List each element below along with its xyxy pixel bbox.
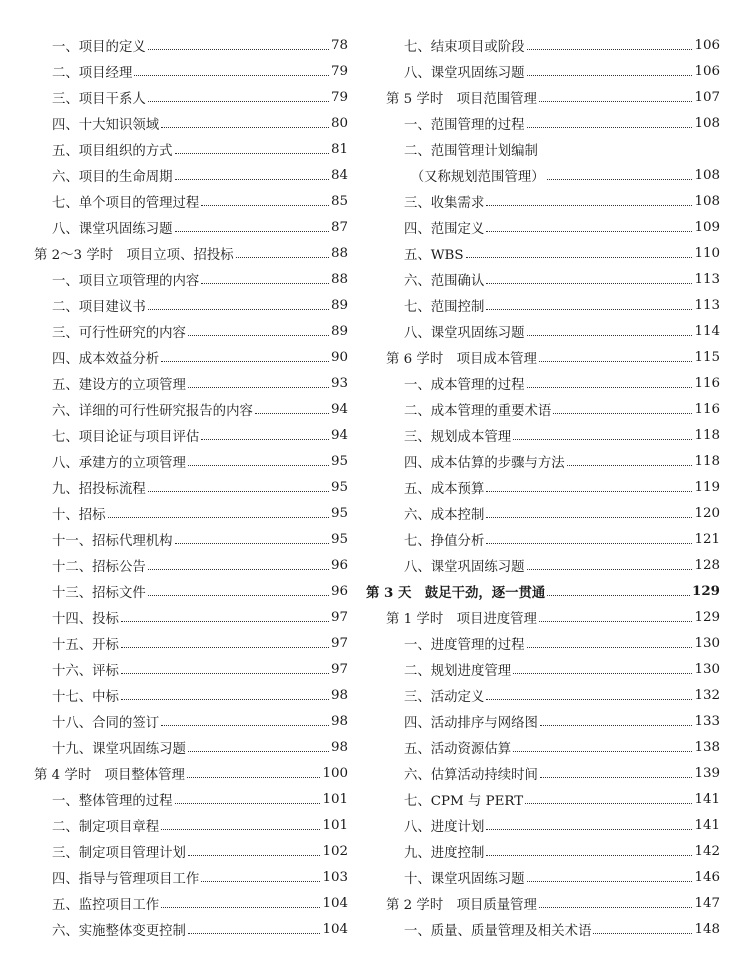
toc-entry-page-number: 89	[330, 323, 348, 339]
toc-entry	[386, 474, 720, 500]
toc-entry	[34, 916, 348, 942]
dot-leader	[121, 673, 329, 674]
toc-entry-page-number: 93	[330, 375, 348, 391]
toc-entry-page-number: 133	[694, 713, 720, 729]
toc-entry-page-number: 110	[694, 245, 720, 261]
toc-entry-page-number: 106	[694, 37, 720, 53]
toc-entry-title: 二、成本管理的重要术语	[404, 403, 552, 419]
dot-leader	[539, 101, 692, 102]
toc-entry-title: 一、项目立项管理的内容	[52, 273, 200, 289]
toc-entry	[386, 162, 720, 188]
toc-entry	[34, 812, 348, 838]
toc-entry-title: （又称规划范围管理）	[404, 169, 545, 185]
toc-entry-page-number: 95	[330, 479, 348, 495]
toc-entry	[34, 474, 348, 500]
toc-entry	[386, 448, 720, 474]
toc-entry	[386, 32, 720, 58]
toc-entry	[386, 838, 720, 864]
toc-entry-page-number: 147	[694, 895, 720, 911]
dot-leader	[527, 49, 693, 50]
toc-entry	[386, 422, 720, 448]
dot-leader	[188, 387, 329, 388]
toc-entry	[386, 812, 720, 838]
toc-entry	[386, 890, 720, 916]
toc-entry-page-number: 103	[322, 869, 348, 885]
toc-entry-title: 三、收集需求	[404, 195, 485, 211]
dot-leader	[486, 283, 692, 284]
dot-leader	[148, 595, 329, 596]
toc-entry-page-number: 108	[694, 115, 720, 131]
toc-entry	[386, 370, 720, 396]
toc-entry-title: 七、项目论证与项目评估	[52, 429, 200, 445]
dot-leader	[134, 75, 329, 76]
toc-entry	[34, 396, 348, 422]
toc-entry	[34, 214, 348, 240]
toc-entry-title: 五、项目组织的方式	[52, 143, 173, 159]
toc-entry-page-number: 139	[694, 765, 720, 781]
toc-entry-title: 十五、开标	[52, 637, 119, 653]
dot-leader	[486, 231, 692, 232]
dot-leader	[527, 569, 693, 570]
toc-entry-title: 第 1 学时 项目进度管理	[386, 611, 537, 627]
toc-entry-page-number: 94	[330, 401, 348, 417]
toc-entry-title: 六、实施整体变更控制	[52, 923, 186, 939]
toc-entry-title: 六、详细的可行性研究报告的内容	[52, 403, 253, 419]
toc-entry	[34, 422, 348, 448]
dot-leader	[486, 543, 692, 544]
toc-entry	[34, 136, 348, 162]
toc-entry-title: 三、可行性研究的内容	[52, 325, 186, 341]
toc-entry	[34, 344, 348, 370]
dot-leader	[486, 309, 692, 310]
toc-entry-title: 第 3 天 鼓足干劲，逐一贯通	[366, 584, 546, 601]
dot-leader	[486, 855, 692, 856]
dot-leader	[255, 413, 329, 414]
dot-leader	[547, 595, 690, 596]
toc-entry-title: 十、招标	[52, 507, 106, 523]
toc-entry	[34, 708, 348, 734]
dot-leader	[188, 751, 329, 752]
toc-entry-title: 九、进度控制	[404, 845, 485, 861]
toc-entry-page-number: 90	[330, 349, 348, 365]
toc-entry	[34, 58, 348, 84]
dot-leader	[175, 153, 329, 154]
toc-entry	[34, 604, 348, 630]
toc-entry-title: 五、建设方的立项管理	[52, 377, 186, 393]
toc-entry	[34, 734, 348, 760]
toc-entry	[386, 214, 720, 240]
toc-entry-title: 八、课堂巩固练习题	[404, 325, 525, 341]
toc-entry	[386, 526, 720, 552]
dot-leader	[525, 803, 692, 804]
toc-entry	[34, 864, 348, 890]
toc-entry-page-number: 96	[330, 557, 348, 573]
toc-entry-page-number: 89	[330, 297, 348, 313]
dot-leader	[513, 751, 692, 752]
toc-entry	[34, 630, 348, 656]
toc-entry-title: 四、活动排序与网络图	[404, 715, 538, 731]
toc-entry-title: 一、进度管理的过程	[404, 637, 525, 653]
toc-entry-page-number: 107	[694, 89, 720, 105]
toc-entry-page-number: 97	[330, 635, 348, 651]
toc-entry-title: 六、估算活动持续时间	[404, 767, 538, 783]
dot-leader	[539, 907, 692, 908]
toc-left-column	[34, 32, 348, 942]
toc-entry-page-number: 129	[692, 583, 720, 599]
toc-entry-page-number: 81	[330, 141, 348, 157]
toc-entry-page-number: 116	[694, 401, 720, 417]
toc-entry-title: 四、范围定义	[404, 221, 485, 237]
toc-entry-page-number: 101	[322, 791, 348, 807]
toc-entry-title: 十、课堂巩固练习题	[404, 871, 525, 887]
dot-leader	[466, 257, 693, 258]
dot-leader	[567, 465, 693, 466]
toc-entry	[386, 864, 720, 890]
dot-leader	[161, 127, 329, 128]
toc-entry-page-number: 94	[330, 427, 348, 443]
dot-leader	[121, 699, 329, 700]
dot-leader	[188, 335, 329, 336]
toc-entry	[34, 162, 348, 188]
toc-entry	[34, 552, 348, 578]
toc-entry-title: 七、结束项目或阶段	[404, 39, 525, 55]
toc-entry-page-number: 118	[694, 453, 720, 469]
toc-entry-title: 十九、课堂巩固练习题	[52, 741, 186, 757]
toc-entry-title: 七、范围控制	[404, 299, 485, 315]
dot-leader	[553, 413, 692, 414]
toc-entry-title: 四、成本效益分析	[52, 351, 160, 367]
toc-entry-title: 一、质量、质量管理及相关术语	[404, 923, 592, 939]
toc-entry-title: 八、承建方的立项管理	[52, 455, 186, 471]
toc-entry	[386, 734, 720, 760]
toc-entry	[386, 552, 720, 578]
toc-entry-title: 一、成本管理的过程	[404, 377, 525, 393]
dot-leader	[175, 803, 321, 804]
toc-entry-page-number: 114	[694, 323, 720, 339]
dot-leader	[148, 49, 329, 50]
toc-entry-page-number: 97	[330, 609, 348, 625]
dot-leader	[121, 621, 329, 622]
toc-entry-title: 二、规划进度管理	[404, 663, 512, 679]
toc-entry-title: 八、课堂巩固练习题	[404, 559, 525, 575]
toc-entry-title: 二、范围管理计划编制	[404, 143, 538, 159]
toc-entry-title: 十四、投标	[52, 611, 119, 627]
toc-entry-page-number: 121	[694, 531, 720, 547]
toc-entry	[34, 786, 348, 812]
toc-entry-title: 十七、中标	[52, 689, 119, 705]
toc-entry-title: 二、制定项目章程	[52, 819, 160, 835]
toc-entry-page-number: 128	[694, 557, 720, 573]
toc-entry	[386, 266, 720, 292]
toc-entry	[386, 188, 720, 214]
toc-entry-page-number: 79	[330, 89, 348, 105]
toc-entry	[386, 656, 720, 682]
toc-entry	[34, 890, 348, 916]
dot-leader	[148, 309, 329, 310]
dot-leader	[236, 257, 329, 258]
toc-entry-page-number: 102	[322, 843, 348, 859]
toc-entry-title: 第 4 学时 项目整体管理	[34, 767, 185, 783]
toc-entry	[386, 916, 720, 942]
toc-entry-page-number: 95	[330, 505, 348, 521]
dot-leader	[527, 387, 693, 388]
dot-leader	[486, 205, 692, 206]
toc-entry-title: 一、整体管理的过程	[52, 793, 173, 809]
toc-entry-title: 二、项目经理	[52, 65, 133, 81]
toc-entry	[34, 266, 348, 292]
toc-entry-page-number: 95	[330, 453, 348, 469]
toc-entry-title: 十一、招标代理机构	[52, 533, 173, 549]
toc-entry	[34, 240, 348, 266]
toc-entry-title: 三、活动定义	[404, 689, 485, 705]
dot-leader	[527, 335, 693, 336]
dot-leader	[486, 829, 692, 830]
dot-leader	[513, 673, 692, 674]
toc-entry	[386, 786, 720, 812]
toc-entry	[34, 188, 348, 214]
toc-entry-title: 五、活动资源估算	[404, 741, 512, 757]
dot-leader	[161, 361, 329, 362]
toc-entry-page-number: 146	[694, 869, 720, 885]
toc-entry	[386, 84, 720, 110]
toc-entry	[34, 448, 348, 474]
toc-right-column	[366, 32, 720, 942]
dot-leader	[513, 439, 692, 440]
toc-entry	[386, 344, 720, 370]
toc-entry-page-number: 106	[694, 63, 720, 79]
toc-entry-page-number: 130	[694, 661, 720, 677]
toc-entry	[386, 318, 720, 344]
toc-entry-page-number: 97	[330, 661, 348, 677]
toc-entry-page-number: 88	[330, 245, 348, 261]
toc-entry-page-number: 132	[694, 687, 720, 703]
dot-leader	[201, 439, 329, 440]
toc-entry-title: 二、项目建议书	[52, 299, 146, 315]
toc-entry	[386, 240, 720, 266]
dot-leader	[201, 283, 329, 284]
toc-entry-title: 十八、合同的签订	[52, 715, 160, 731]
toc-entry-page-number: 95	[330, 531, 348, 547]
toc-entry-page-number: 115	[694, 349, 720, 365]
toc-entry-page-number: 79	[330, 63, 348, 79]
toc-entry-page-number: 108	[694, 167, 720, 183]
toc-entry	[34, 318, 348, 344]
toc-entry	[34, 578, 348, 604]
toc-entry	[386, 396, 720, 422]
dot-leader	[486, 491, 692, 492]
toc-entry	[366, 578, 720, 604]
toc-entry-title: 四、指导与管理项目工作	[52, 871, 200, 887]
dot-leader	[188, 855, 321, 856]
toc-entry-title: 五、监控项目工作	[52, 897, 160, 913]
toc-entry-page-number: 148	[694, 921, 720, 937]
dot-leader	[201, 205, 329, 206]
toc-entry-page-number: 87	[330, 219, 348, 235]
dot-leader	[527, 127, 693, 128]
toc-entry	[386, 110, 720, 136]
dot-leader	[175, 179, 329, 180]
toc-entry-title: 六、成本控制	[404, 507, 485, 523]
toc-entry-page-number: 138	[694, 739, 720, 755]
dot-leader	[175, 231, 329, 232]
toc-entry-title: 四、成本估算的步骤与方法	[404, 455, 565, 471]
toc-entry	[34, 526, 348, 552]
toc-entry	[386, 292, 720, 318]
toc-entry-title: 八、进度计划	[404, 819, 485, 835]
toc-entry-page-number: 88	[330, 271, 348, 287]
toc-entry	[386, 630, 720, 656]
toc-entry-page-number: 108	[694, 193, 720, 209]
toc-entry-title: 六、项目的生命周期	[52, 169, 173, 185]
toc-entry-title: 十三、招标文件	[52, 585, 146, 601]
toc-entry-page-number: 85	[330, 193, 348, 209]
dot-leader	[486, 699, 692, 700]
toc-entry	[34, 500, 348, 526]
toc-entry-page-number: 116	[694, 375, 720, 391]
toc-entry-title: 第 5 学时 项目范围管理	[386, 91, 537, 107]
toc-entry-title: 第 2 学时 项目质量管理	[386, 897, 537, 913]
toc-entry	[386, 682, 720, 708]
toc-entry-page-number: 119	[694, 479, 720, 495]
toc-entry-page-number: 104	[322, 921, 348, 937]
toc-entry-page-number: 98	[330, 739, 348, 755]
toc-entry-title: 第 6 学时 项目成本管理	[386, 351, 537, 367]
toc-entry-page-number: 142	[694, 843, 720, 859]
toc-entry	[34, 110, 348, 136]
dot-leader	[175, 543, 329, 544]
dot-leader	[148, 101, 329, 102]
toc-entry-page-number: 101	[322, 817, 348, 833]
dot-leader	[161, 907, 320, 908]
toc-entry	[34, 760, 348, 786]
dot-leader	[540, 725, 693, 726]
toc-entry	[386, 58, 720, 84]
dot-leader	[527, 881, 693, 882]
dot-leader	[148, 491, 329, 492]
toc-entry-page-number: 130	[694, 635, 720, 651]
dot-leader	[161, 829, 320, 830]
toc-entry	[34, 682, 348, 708]
toc-entry-page-number: 104	[322, 895, 348, 911]
toc-entry	[386, 708, 720, 734]
toc-entry-title: 十二、招标公告	[52, 559, 146, 575]
toc-entry-title: 七、挣值分析	[404, 533, 485, 549]
dot-leader	[201, 881, 320, 882]
dot-leader	[540, 777, 693, 778]
dot-leader	[486, 517, 692, 518]
toc-entry	[386, 136, 720, 162]
toc-entry-title: 一、项目的定义	[52, 39, 146, 55]
dot-leader	[527, 75, 693, 76]
toc-entry-title: 十六、评标	[52, 663, 119, 679]
toc-entry-title: 四、十大知识领域	[52, 117, 160, 133]
toc-entry-title: 三、项目干系人	[52, 91, 146, 107]
toc-entry	[34, 32, 348, 58]
toc-entry-page-number: 141	[694, 817, 720, 833]
toc-entry-title: 一、范围管理的过程	[404, 117, 525, 133]
dot-leader	[539, 621, 692, 622]
toc-entry-title: 六、范围确认	[404, 273, 485, 289]
toc-entry-title: 八、课堂巩固练习题	[52, 221, 173, 237]
toc-entry-page-number: 118	[694, 427, 720, 443]
toc-entry-page-number: 98	[330, 687, 348, 703]
toc-entry-page-number: 113	[694, 271, 720, 287]
toc-entry-title: 三、制定项目管理计划	[52, 845, 186, 861]
toc-entry	[34, 84, 348, 110]
toc-entry-page-number: 96	[330, 583, 348, 599]
dot-leader	[188, 933, 321, 934]
toc-entry	[386, 500, 720, 526]
toc-entry-page-number: 113	[694, 297, 720, 313]
toc-entry-title: 七、CPM 与 PERT	[404, 793, 524, 809]
toc-entry	[386, 604, 720, 630]
dot-leader	[108, 517, 329, 518]
toc-entry-page-number: 141	[694, 791, 720, 807]
toc-entry	[34, 370, 348, 396]
toc-entry-page-number: 84	[330, 167, 348, 183]
toc-entry-title: 三、规划成本管理	[404, 429, 512, 445]
toc-entry-page-number: 100	[322, 765, 348, 781]
dot-leader	[539, 361, 692, 362]
dot-leader	[148, 569, 329, 570]
dot-leader	[547, 179, 693, 180]
toc-entry-page-number: 129	[694, 609, 720, 625]
dot-leader	[187, 777, 320, 778]
toc-entry-title: 八、课堂巩固练习题	[404, 65, 525, 81]
toc-entry	[34, 838, 348, 864]
toc-entry-title: 第 2～3 学时 项目立项、招投标	[34, 247, 234, 263]
toc-entry-title: 五、成本预算	[404, 481, 485, 497]
toc-entry	[386, 760, 720, 786]
toc-entry-page-number: 109	[694, 219, 720, 235]
toc-entry-title: 五、WBS	[404, 247, 464, 263]
toc-entry-title: 七、单个项目的管理过程	[52, 195, 200, 211]
toc-entry	[34, 656, 348, 682]
toc-entry-title: 九、招投标流程	[52, 481, 146, 497]
dot-leader	[188, 465, 329, 466]
toc-entry-page-number: 78	[330, 37, 348, 53]
toc-entry-page-number: 120	[694, 505, 720, 521]
dot-leader	[527, 647, 693, 648]
dot-leader	[121, 647, 329, 648]
dot-leader	[161, 725, 329, 726]
toc-entry-page-number: 98	[330, 713, 348, 729]
dot-leader	[593, 933, 692, 934]
toc-entry-page-number: 80	[330, 115, 348, 131]
toc-entry	[34, 292, 348, 318]
